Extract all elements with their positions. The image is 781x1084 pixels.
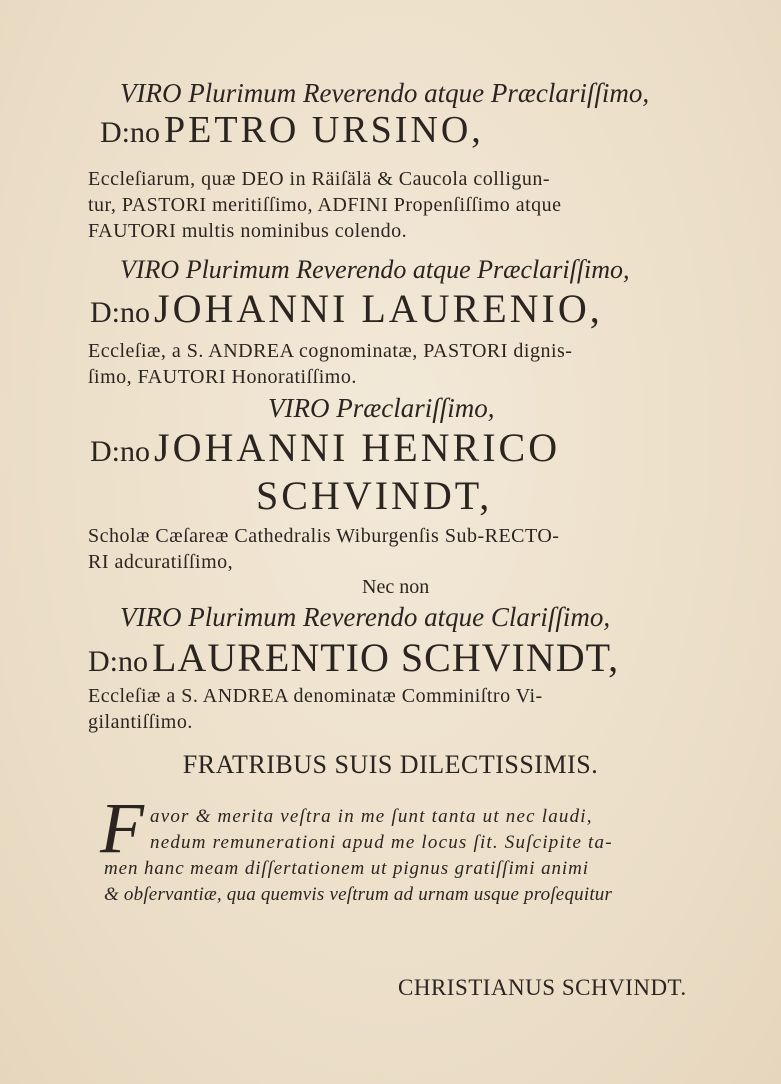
body-line: Eccleſiæ a S. ANDREA denominatæ Comminiſtro Vi- bbox=[88, 685, 543, 707]
addressee-4 bbox=[88, 634, 619, 681]
name: JOHANNI LAURENIO, bbox=[154, 286, 603, 331]
addressee-1 bbox=[100, 108, 484, 152]
letter-line: nedum remunerationi apud me locus ſit. Suſcipite ta- bbox=[150, 832, 613, 853]
body-line: Eccleſiæ, a S. ANDREA cognominatæ, PASTORI dignis- bbox=[88, 340, 573, 362]
addressee-3 bbox=[90, 424, 560, 471]
salutation-4: VIRO Plurimum Reverendo atque Clariſſimo, bbox=[120, 602, 611, 632]
body-line: FAUTORI multis nominibus colendo. bbox=[88, 220, 408, 242]
salutation-1: VIRO Plurimum Reverendo atque Præclariſſimo, bbox=[120, 78, 650, 108]
letter-line: & obſervantiæ, qua quemvis veſtrum ad urnam usque proſequitur bbox=[104, 884, 613, 905]
name-prefix: D:no bbox=[90, 435, 150, 468]
addressee-2 bbox=[90, 285, 603, 332]
body-line: tur, PASTORI meritiſſimo, ADFINI Propenſiſſimo atque bbox=[88, 194, 562, 216]
trailer-nec-non: Nec non bbox=[362, 576, 430, 598]
body-line: gilantiſſimo. bbox=[88, 711, 193, 733]
salutation-2: VIRO Plurimum Reverendo atque Præclariſſimo, bbox=[120, 255, 630, 284]
drop-cap-initial: F bbox=[100, 788, 144, 868]
signature: CHRISTIANUS SCHVINDT. bbox=[398, 975, 687, 1000]
name-prefix: D:no bbox=[90, 296, 150, 329]
addressee-3-line2: SCHVINDT, bbox=[256, 473, 493, 518]
name-prefix: D:no bbox=[88, 645, 148, 678]
body-line: Scholæ Cæſareæ Cathedralis Wiburgenſis Sub-RECTO- bbox=[88, 525, 560, 547]
name: LAURENTIO SCHVINDT, bbox=[152, 635, 620, 680]
letter-line: avor & merita veſtra in me ſunt tanta ut nec laudi, bbox=[150, 806, 593, 827]
name-prefix: D:no bbox=[100, 116, 160, 149]
body-line: ſimo, FAUTORI Honoratiſſimo. bbox=[88, 366, 357, 388]
body-line: Eccleſiarum, quæ DEO in Räiſälä & Caucola colligun- bbox=[88, 168, 551, 190]
name: PETRO URSINO, bbox=[164, 109, 484, 151]
name: JOHANNI HENRICO bbox=[154, 425, 561, 470]
salutation-3: VIRO Præclariſſimo, bbox=[268, 393, 495, 423]
heading-fratribus: FRATRIBUS SUIS DILECTISSIMIS. bbox=[182, 750, 599, 779]
letter-line: men hanc meam diſſertationem ut pignus gratiſſimi animi bbox=[104, 858, 589, 879]
body-line: RI adcuratiſſimo, bbox=[88, 551, 234, 573]
